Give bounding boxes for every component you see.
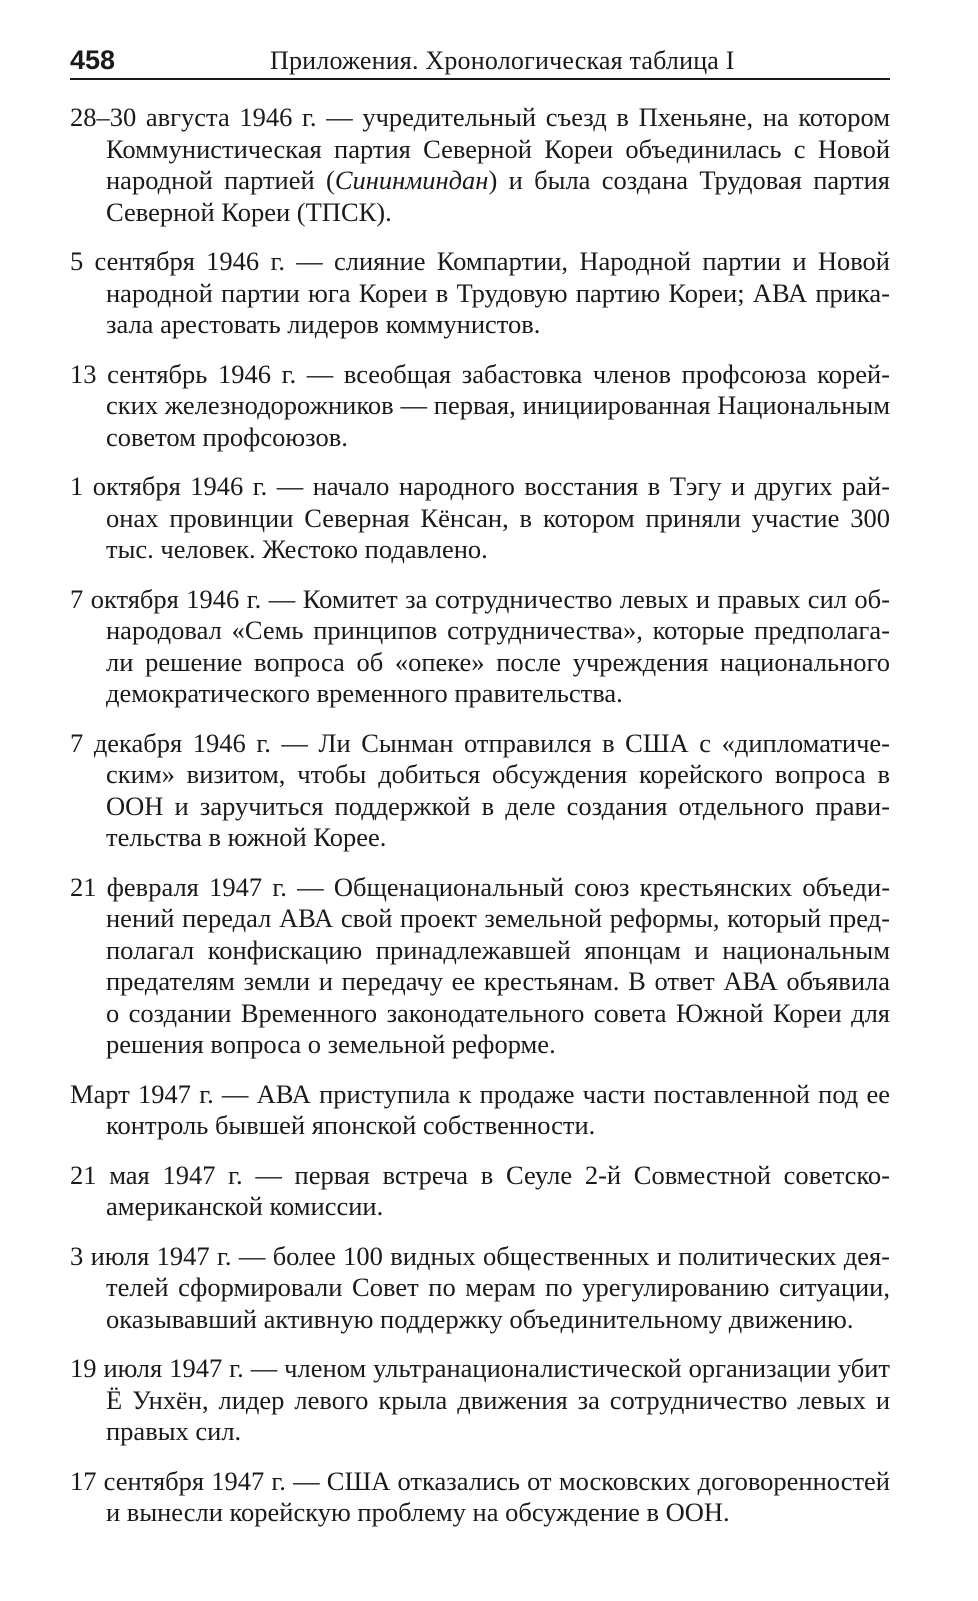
entry-text: — учредительный съезд в Пхеньяне, на котором Коммунистическая партия Северной Кореи объединилась с Новой народной партией (	[106, 102, 891, 195]
entry-text: — Общенациональный союз крестьянских объединений передал АВА свой проект земельной реформы, который предполагал конфискацию принадлежавшей японцам и национальным предателям земли и передачу ее крестьянам. В ответ АВА объявила о создании Временного законодательного совета Южной Кореи для решения вопроса о земельной реформе.	[106, 871, 891, 1059]
chronology-entry	[70, 246, 890, 341]
entry-date: 28–30 августа 1946 г.	[70, 102, 317, 132]
chronology-entry	[70, 1353, 890, 1448]
entry-date: 7 декабря 1946 г.	[70, 727, 271, 758]
entry-text: — Комитет за сотрудничество левых и правых сил обнародовал «Семь принципов сотрудничества», которые предполагали решение вопроса об «опеке» после учреждения национального демократического временного правительства.	[106, 583, 890, 708]
entry-date: 7 октября 1946 г.	[70, 583, 262, 614]
chronology-entry	[70, 728, 890, 854]
entry-date: 3 июля 1947 г.	[70, 1240, 232, 1271]
chronology-entry	[70, 1079, 890, 1142]
entry-text: — более 100 видных общественных и политических деятелей сформировали Совет по мерам по урегулированию ситуации, оказывавший активную поддержку объединительному движению.	[106, 1240, 890, 1334]
entry-text-italic: Сининминдан	[334, 165, 489, 195]
entry-text: — АВА приступила к продаже части поставленной под ее контроль бывшей японской собственности.	[106, 1078, 891, 1140]
entry-date: 5 сентября 1946 г.	[70, 246, 285, 276]
entry-text: — первая встреча в Сеуле 2-й Совместной советско-американской комиссии.	[106, 1159, 891, 1221]
chronology-entry	[70, 1160, 890, 1223]
entry-text: — всеобщая забастовка членов профсоюза корейских железнодорожников — первая, инициированная Национальным советом профсоюзов.	[106, 358, 890, 452]
header-rule	[70, 78, 890, 80]
chronology-entry	[70, 102, 890, 228]
entry-text: ) и была создана Трудовая партия Северной Кореи (ТПСК).	[106, 165, 890, 227]
entry-text: — членом ультранационалистической организации убит Ё Унхён, лидер левого крыла движения за сотрудничество левых и правых сил.	[106, 1353, 890, 1446]
running-title: Приложения. Хронологическая таблица I	[270, 46, 735, 75]
chronology-entry	[70, 1466, 890, 1529]
entry-date: 13 сентябрь 1946 г.	[70, 358, 297, 389]
chronology-entries	[70, 102, 890, 1547]
entry-date: Март 1947 г.	[70, 1078, 214, 1109]
chronology-entry	[70, 471, 890, 566]
entry-date: 21 мая 1947 г.	[70, 1159, 243, 1190]
entry-text: — Ли Сынман отправился в США с «дипломатическим» визитом, чтобы добиться обсуждения корейского вопроса в ООН и заручиться поддержкой в деле создания отдельного правительства в южной Корее.	[106, 727, 890, 852]
entry-text: — США отказались от московских договоренностей и вынесли корейскую проблему на обсуждение в ООН.	[106, 1465, 890, 1527]
chronology-entry	[70, 1241, 890, 1336]
entry-date: 19 июля 1947 г.	[70, 1353, 244, 1383]
entry-text: — начало народного восстания в Тэгу и других районах провинции Северная Кёнсан, в котором приняли участие 300 тыс. человек. Жестоко подавлено.	[106, 471, 890, 564]
entry-date: 21 февраля 1947 г.	[70, 871, 287, 902]
page-number: 458	[70, 45, 116, 75]
entry-text: — слияние Компартии, Народной партии и Новой народной партии юга Кореи в Трудовую партию Кореи; АВА приказала арестовать лидеров коммунистов.	[106, 246, 890, 339]
chronology-entry	[70, 584, 890, 710]
chronology-entry	[70, 872, 890, 1061]
page-header	[70, 42, 890, 80]
entry-date: 1 октября 1946 г.	[70, 471, 268, 501]
entry-date: 17 сентября 1947 г.	[70, 1465, 286, 1496]
chronology-entry	[70, 359, 890, 454]
